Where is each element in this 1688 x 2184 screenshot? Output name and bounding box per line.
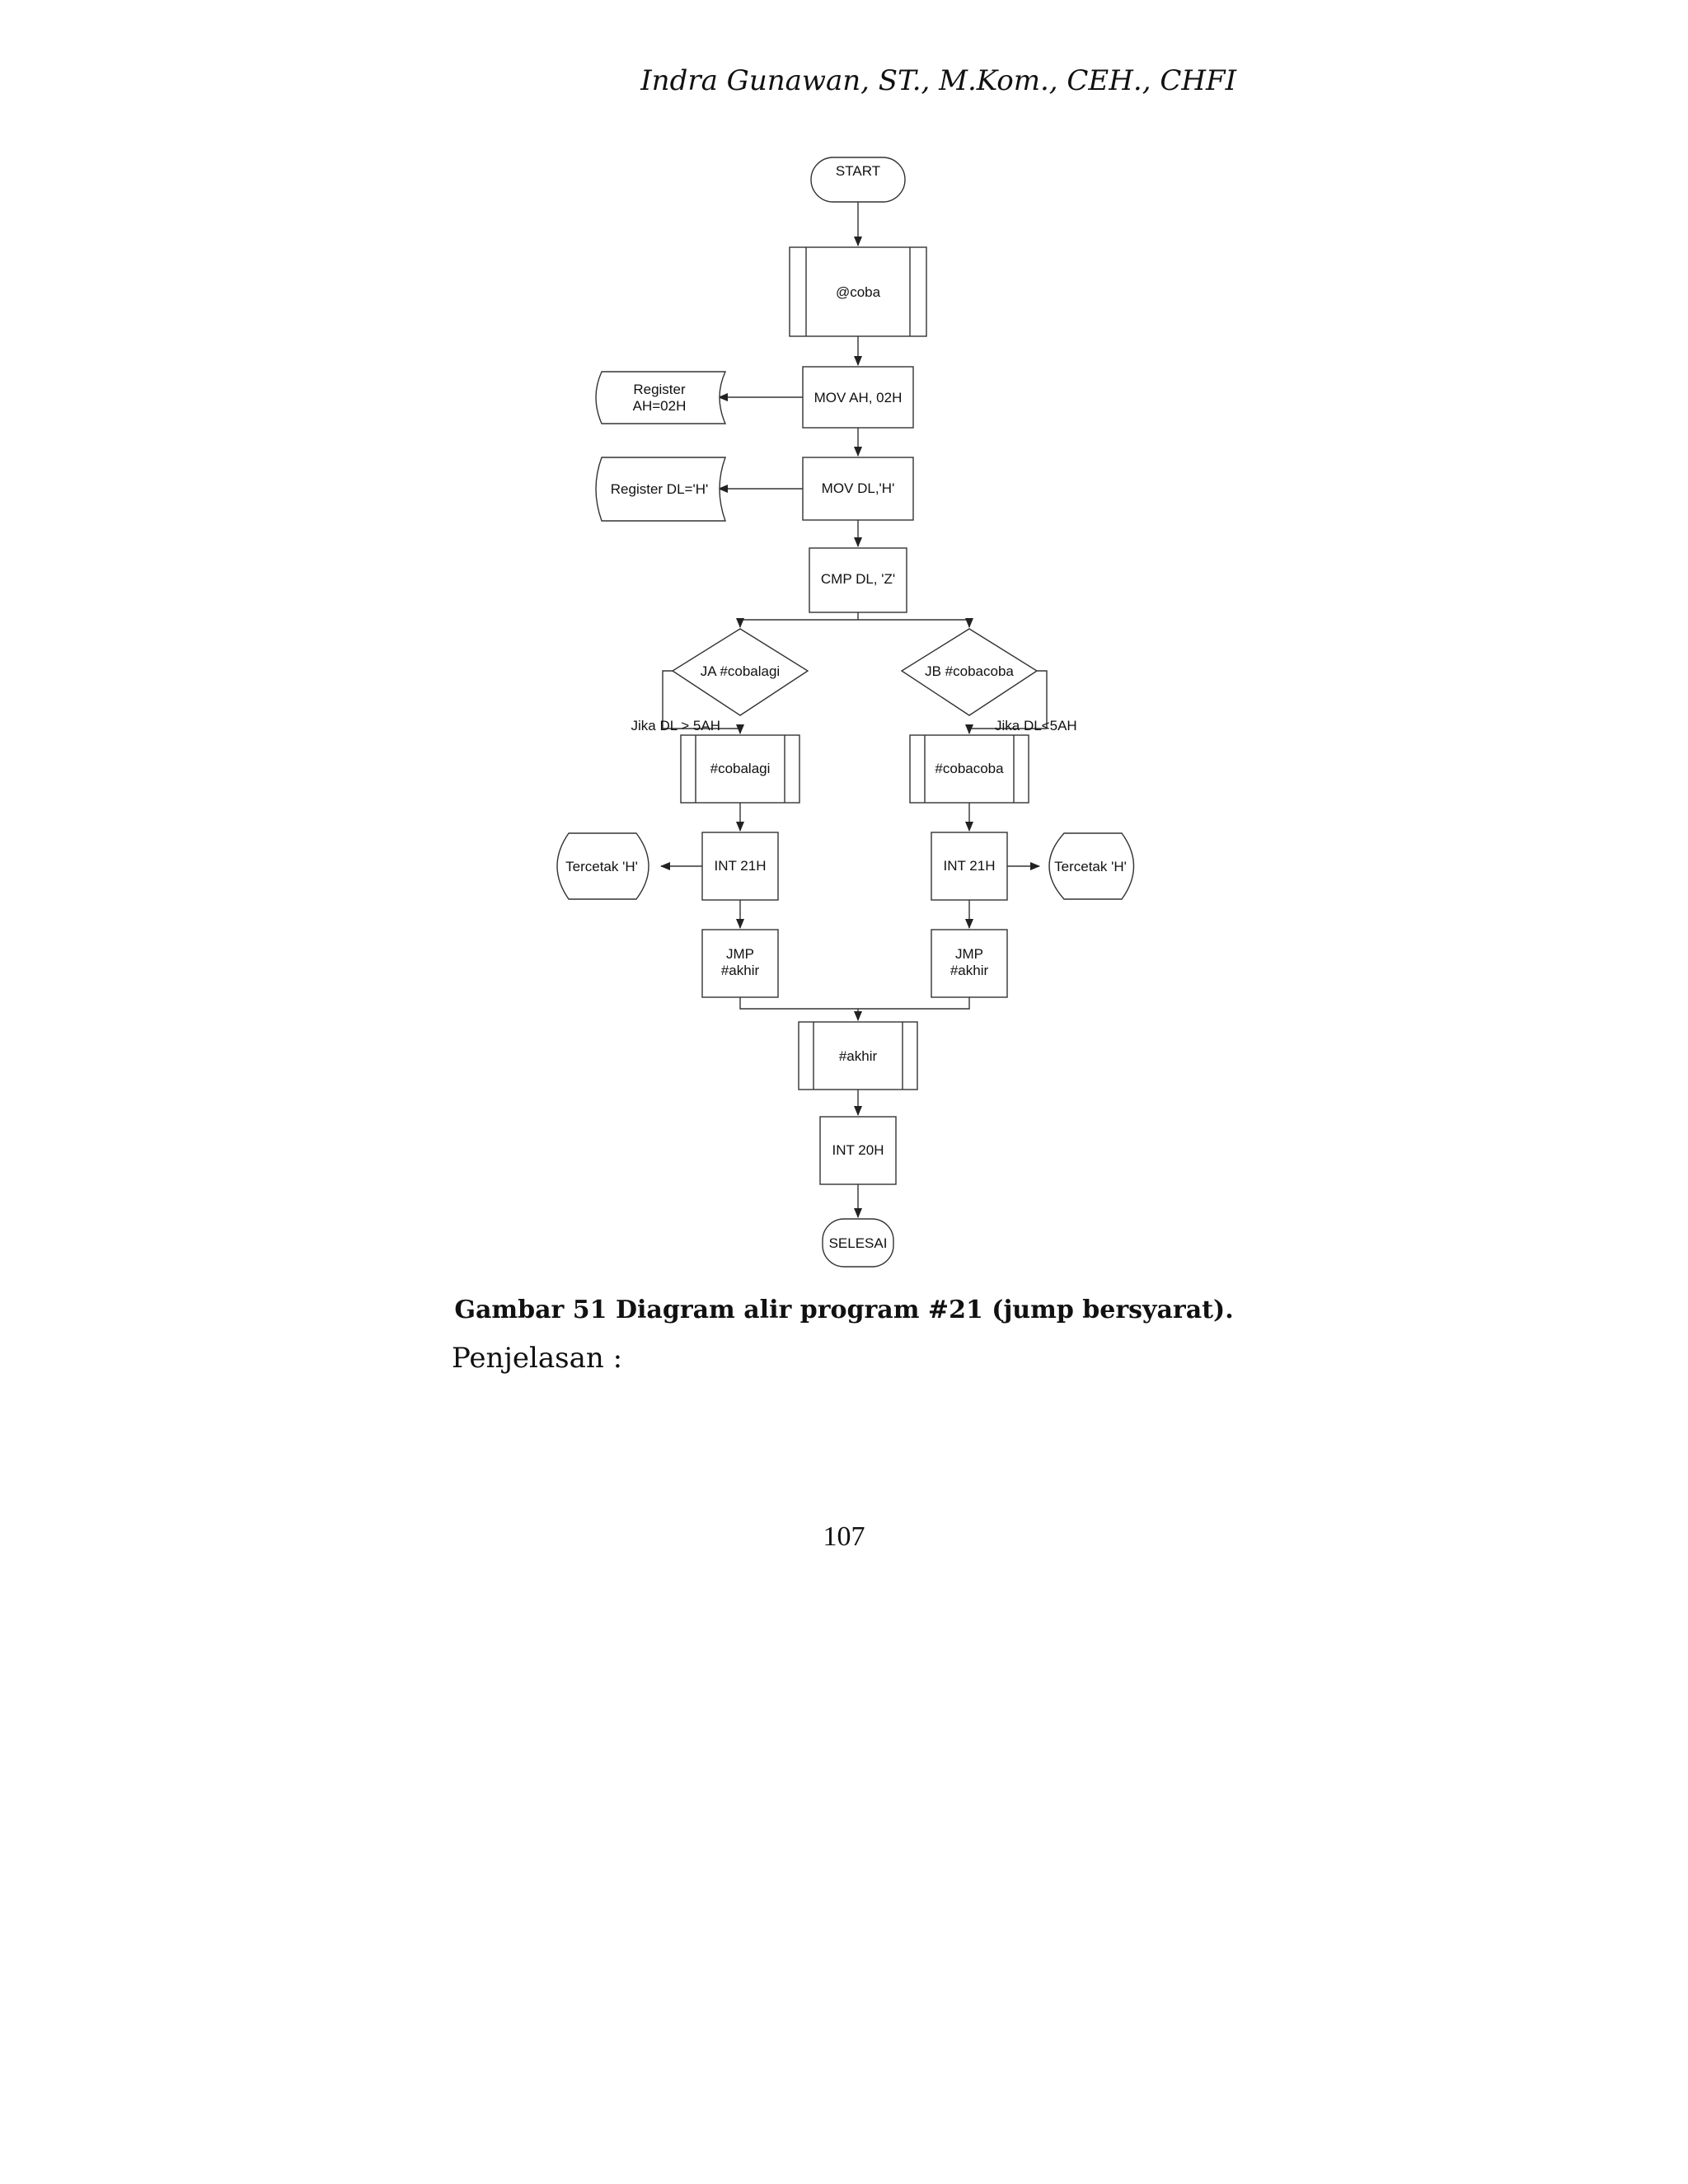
stored-data-register-ah xyxy=(596,372,725,424)
process-cmp xyxy=(809,548,907,612)
subroutine-cobalagi xyxy=(681,735,799,803)
condition-label-right: Jika DL<5AH xyxy=(995,718,1077,733)
svg-text:MOV AH, 02H: MOV AH, 02H xyxy=(814,390,903,405)
svg-text:#cobacoba: #cobacoba xyxy=(935,761,1004,776)
section-label: Penjelasan : xyxy=(452,1342,623,1375)
process-int20 xyxy=(820,1117,896,1184)
svg-text:SELESAI: SELESAI xyxy=(828,1235,888,1251)
svg-text:#akhir: #akhir xyxy=(720,963,760,978)
svg-text:INT 20H: INT 20H xyxy=(832,1142,884,1158)
page-number: 107 xyxy=(823,1521,865,1552)
svg-text:@coba: @coba xyxy=(835,284,881,300)
svg-text:START: START xyxy=(835,163,881,179)
svg-text:#akhir: #akhir xyxy=(950,963,989,978)
svg-text:MOV DL,'H': MOV DL,'H' xyxy=(821,480,895,496)
svg-text:JMP: JMP xyxy=(955,946,983,962)
subroutine-cobacoba xyxy=(910,735,1029,803)
svg-text:CMP DL, 'Z': CMP DL, 'Z' xyxy=(820,571,896,587)
process-mov-dl xyxy=(803,457,913,520)
svg-text:Register DL='H': Register DL='H' xyxy=(610,481,709,497)
svg-text:#akhir: #akhir xyxy=(838,1048,878,1064)
subroutine-coba xyxy=(790,247,926,336)
edge-merge xyxy=(740,997,969,1009)
edge-split-ja xyxy=(740,620,858,627)
figure-caption: Gambar 51 Diagram alir program #21 (jump bersyarat). xyxy=(454,1296,1234,1324)
process-int21-right xyxy=(931,832,1007,900)
process-mov-ah xyxy=(803,367,913,428)
svg-text:#cobalagi: #cobalagi xyxy=(710,761,771,776)
process-int21-left xyxy=(702,832,778,900)
svg-text:Tercetak 'H': Tercetak 'H' xyxy=(565,859,638,874)
svg-text:Register: Register xyxy=(633,382,686,397)
process-jmp-right xyxy=(931,930,1007,997)
process-jmp-left xyxy=(702,930,778,997)
svg-text:JB #cobacoba: JB #cobacoba xyxy=(925,663,1014,679)
svg-text:INT 21H: INT 21H xyxy=(943,858,996,874)
condition-label-left: Jika DL > 5AH xyxy=(631,718,720,733)
svg-text:Tercetak 'H': Tercetak 'H' xyxy=(1054,859,1127,874)
stored-data-register-dl xyxy=(596,457,725,521)
running-header: Indra Gunawan, ST., M.Kom., CEH., CHFI xyxy=(640,64,1236,97)
subroutine-akhir xyxy=(799,1022,917,1090)
svg-text:JA #cobalagi: JA #cobalagi xyxy=(700,663,781,679)
display-output-left xyxy=(557,833,649,899)
display-output-right xyxy=(1049,833,1134,899)
end-terminator xyxy=(823,1219,893,1267)
edge-split-jb xyxy=(858,620,969,627)
svg-text:INT 21H: INT 21H xyxy=(714,858,767,874)
decision-jb-cobacoba xyxy=(902,629,1037,715)
svg-text:AH=02H: AH=02H xyxy=(632,398,687,414)
svg-text:JMP: JMP xyxy=(726,946,754,962)
start-terminator xyxy=(811,157,905,202)
decision-ja-cobalagi xyxy=(673,629,808,715)
